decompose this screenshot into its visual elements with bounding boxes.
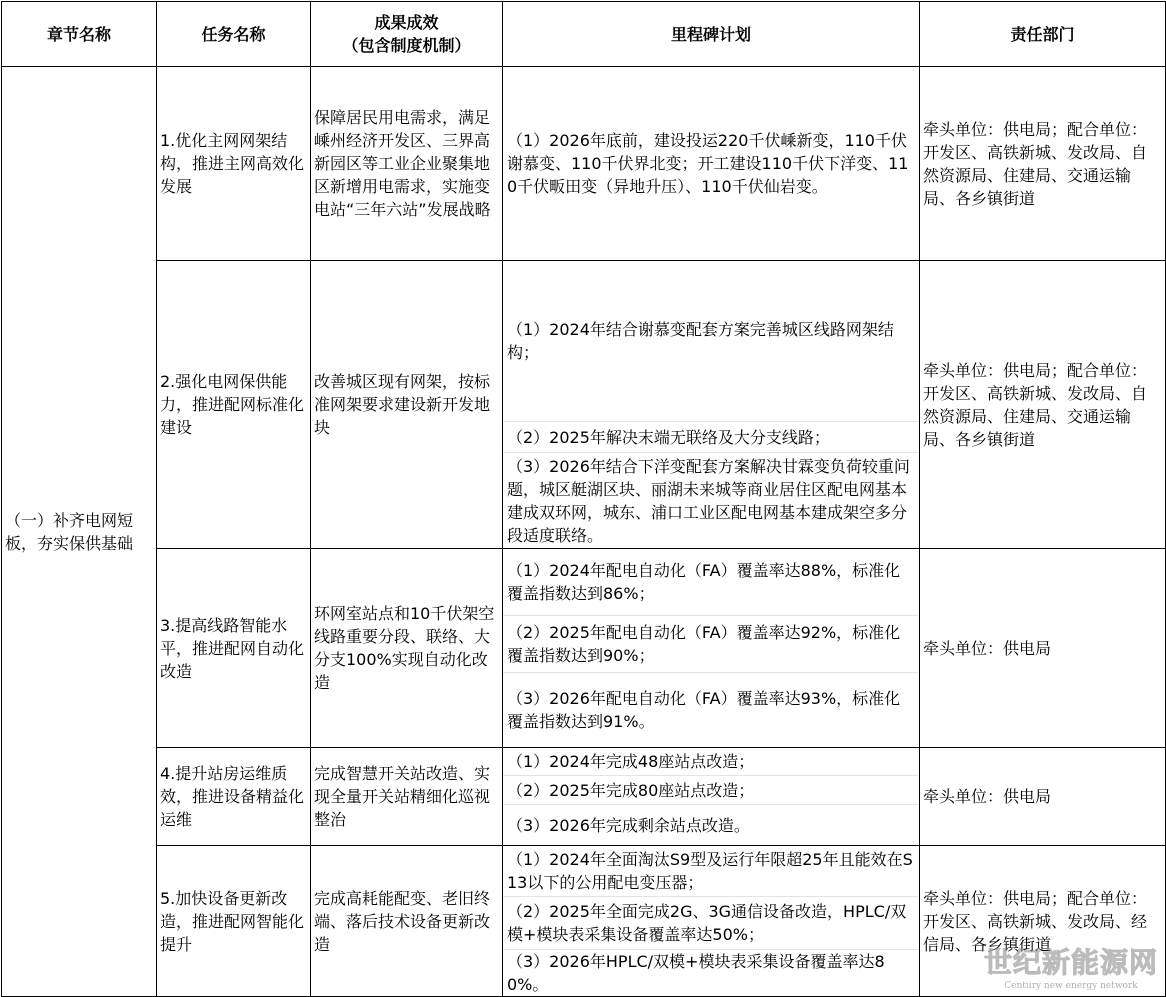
milestone-item: （2）2025年配电自动化（FA）覆盖率达92%，标准化覆盖指数达到90%； <box>503 615 919 672</box>
milestone-item: （2）2025年全面完成2G、3G通信设备改造，HPLC/双模+模块表采集设备覆盖率达50%； <box>503 896 919 949</box>
dept-cell: 牵头单位：供电局；配合单位：开发区、高铁新城、发改局、自然资源局、住建局、交通运输局、各乡镇街道 <box>920 261 1166 549</box>
milestone-item: （3）2026年配电自动化（FA）覆盖率达93%，标准化覆盖指数达到91%。 <box>503 672 919 747</box>
chapter-cell: （一）补齐电网短板，夯实保供基础 <box>2 67 157 997</box>
task-cell: 1.优化主网网架结构，推进主网高效化发展 <box>157 67 311 261</box>
result-cell: 改善城区现有网架，按标准网架要求建设新开发地块 <box>311 261 503 549</box>
milestone-item: （2）2025年解决末端无联络及大分支线路； <box>503 421 919 452</box>
table-row <box>2 846 1166 997</box>
plan-table <box>1 1 1166 997</box>
milestone-item: （3）2026年完成剩余站点改造。 <box>503 804 919 845</box>
task-cell: 4.提升站房运维质效，推进设备精益化运维 <box>157 748 311 846</box>
header-result-line2: （包含制度机制） <box>342 36 471 55</box>
table-row <box>2 67 1166 261</box>
header-chapter: 章节名称 <box>2 2 157 67</box>
header-dept: 责任部门 <box>920 2 1166 67</box>
milestone-cell <box>503 549 920 748</box>
milestone-item: （1）2024年结合谢慕变配套方案完善城区线路网架结构； <box>507 320 894 362</box>
watermark-subtitle: Century new energy network <box>1004 981 1138 991</box>
milestone-cell <box>503 748 920 846</box>
milestone-item: （2）2025年完成80座站点改造； <box>503 775 919 804</box>
result-cell: 保障居民用电需求，满足嵊州经济开发区、三界高新园区等工业企业聚集地区新增用电需求，实施变电站“三年六站”发展战略 <box>311 67 503 261</box>
milestone-cell <box>503 261 920 549</box>
watermark-logo-text: 世纪新能源网 <box>983 946 1158 979</box>
table-row <box>2 748 1166 846</box>
header-result <box>311 2 503 67</box>
header-row <box>2 2 1166 67</box>
milestone-item: （3）2026年结合下洋变配套方案解决甘霖变负荷较重问题，城区艇湖区块、丽湖未来城等商业居住区配电网基本建成双环网，城东、浦口工业区配电网基本建成架空多分段适度联络。 <box>503 452 919 548</box>
header-milestone: 里程碑计划 <box>503 2 920 67</box>
milestone-cell <box>503 67 920 261</box>
result-cell: 环网室站点和10千伏架空线路重要分段、联络、大分支100%实现自动化改造 <box>311 549 503 748</box>
header-task: 任务名称 <box>157 2 311 67</box>
dept-cell: 牵头单位：供电局 <box>920 549 1166 748</box>
milestone-item: （1）2024年完成48座站点改造； <box>507 752 755 771</box>
result-cell: 完成高耗能配变、老旧终端、落后技术设备更新改造 <box>311 846 503 997</box>
dept-cell: 牵头单位：供电局；配合单位：开发区、高铁新城、发改局、自然资源局、住建局、交通运输局、各乡镇街道 <box>920 67 1166 261</box>
milestone-item: （1）2024年全面淘汰S9型及运行年限超25年且能效在S13以下的公用配电变压器； <box>507 850 913 892</box>
milestone-item: （3）2026年HPLC/双模+模块表采集设备覆盖率达80%。 <box>503 949 919 996</box>
result-cell: 完成智慧开关站改造、实现全量开关站精细化巡视整治 <box>311 748 503 846</box>
task-cell: 2.强化电网保供能力，推进配网标准化建设 <box>157 261 311 549</box>
milestone-item: （1）2026年底前，建设投运220千伏嵊新变，110千伏谢慕变、110千伏界北变；开工建设110千伏下洋变、110千伏畈田变（异地升压）、110千伏仙岩变。 <box>507 131 909 196</box>
dept-cell: 牵头单位：供电局；配合单位：开发区、高铁新城、发改局、经信局、各乡镇街道 <box>920 846 1166 997</box>
table-row <box>2 549 1166 748</box>
task-cell: 3.提高线路智能水平，推进配网自动化改造 <box>157 549 311 748</box>
milestone-item: （1）2024年配电自动化（FA）覆盖率达88%，标准化覆盖指数达到86%； <box>507 561 901 603</box>
milestone-cell <box>503 846 920 997</box>
header-result-line1: 成果成效 <box>374 13 439 32</box>
table-row <box>2 261 1166 549</box>
task-cell: 5.加快设备更新改造，推进配网智能化提升 <box>157 846 311 997</box>
dept-cell: 牵头单位：供电局 <box>920 748 1166 846</box>
